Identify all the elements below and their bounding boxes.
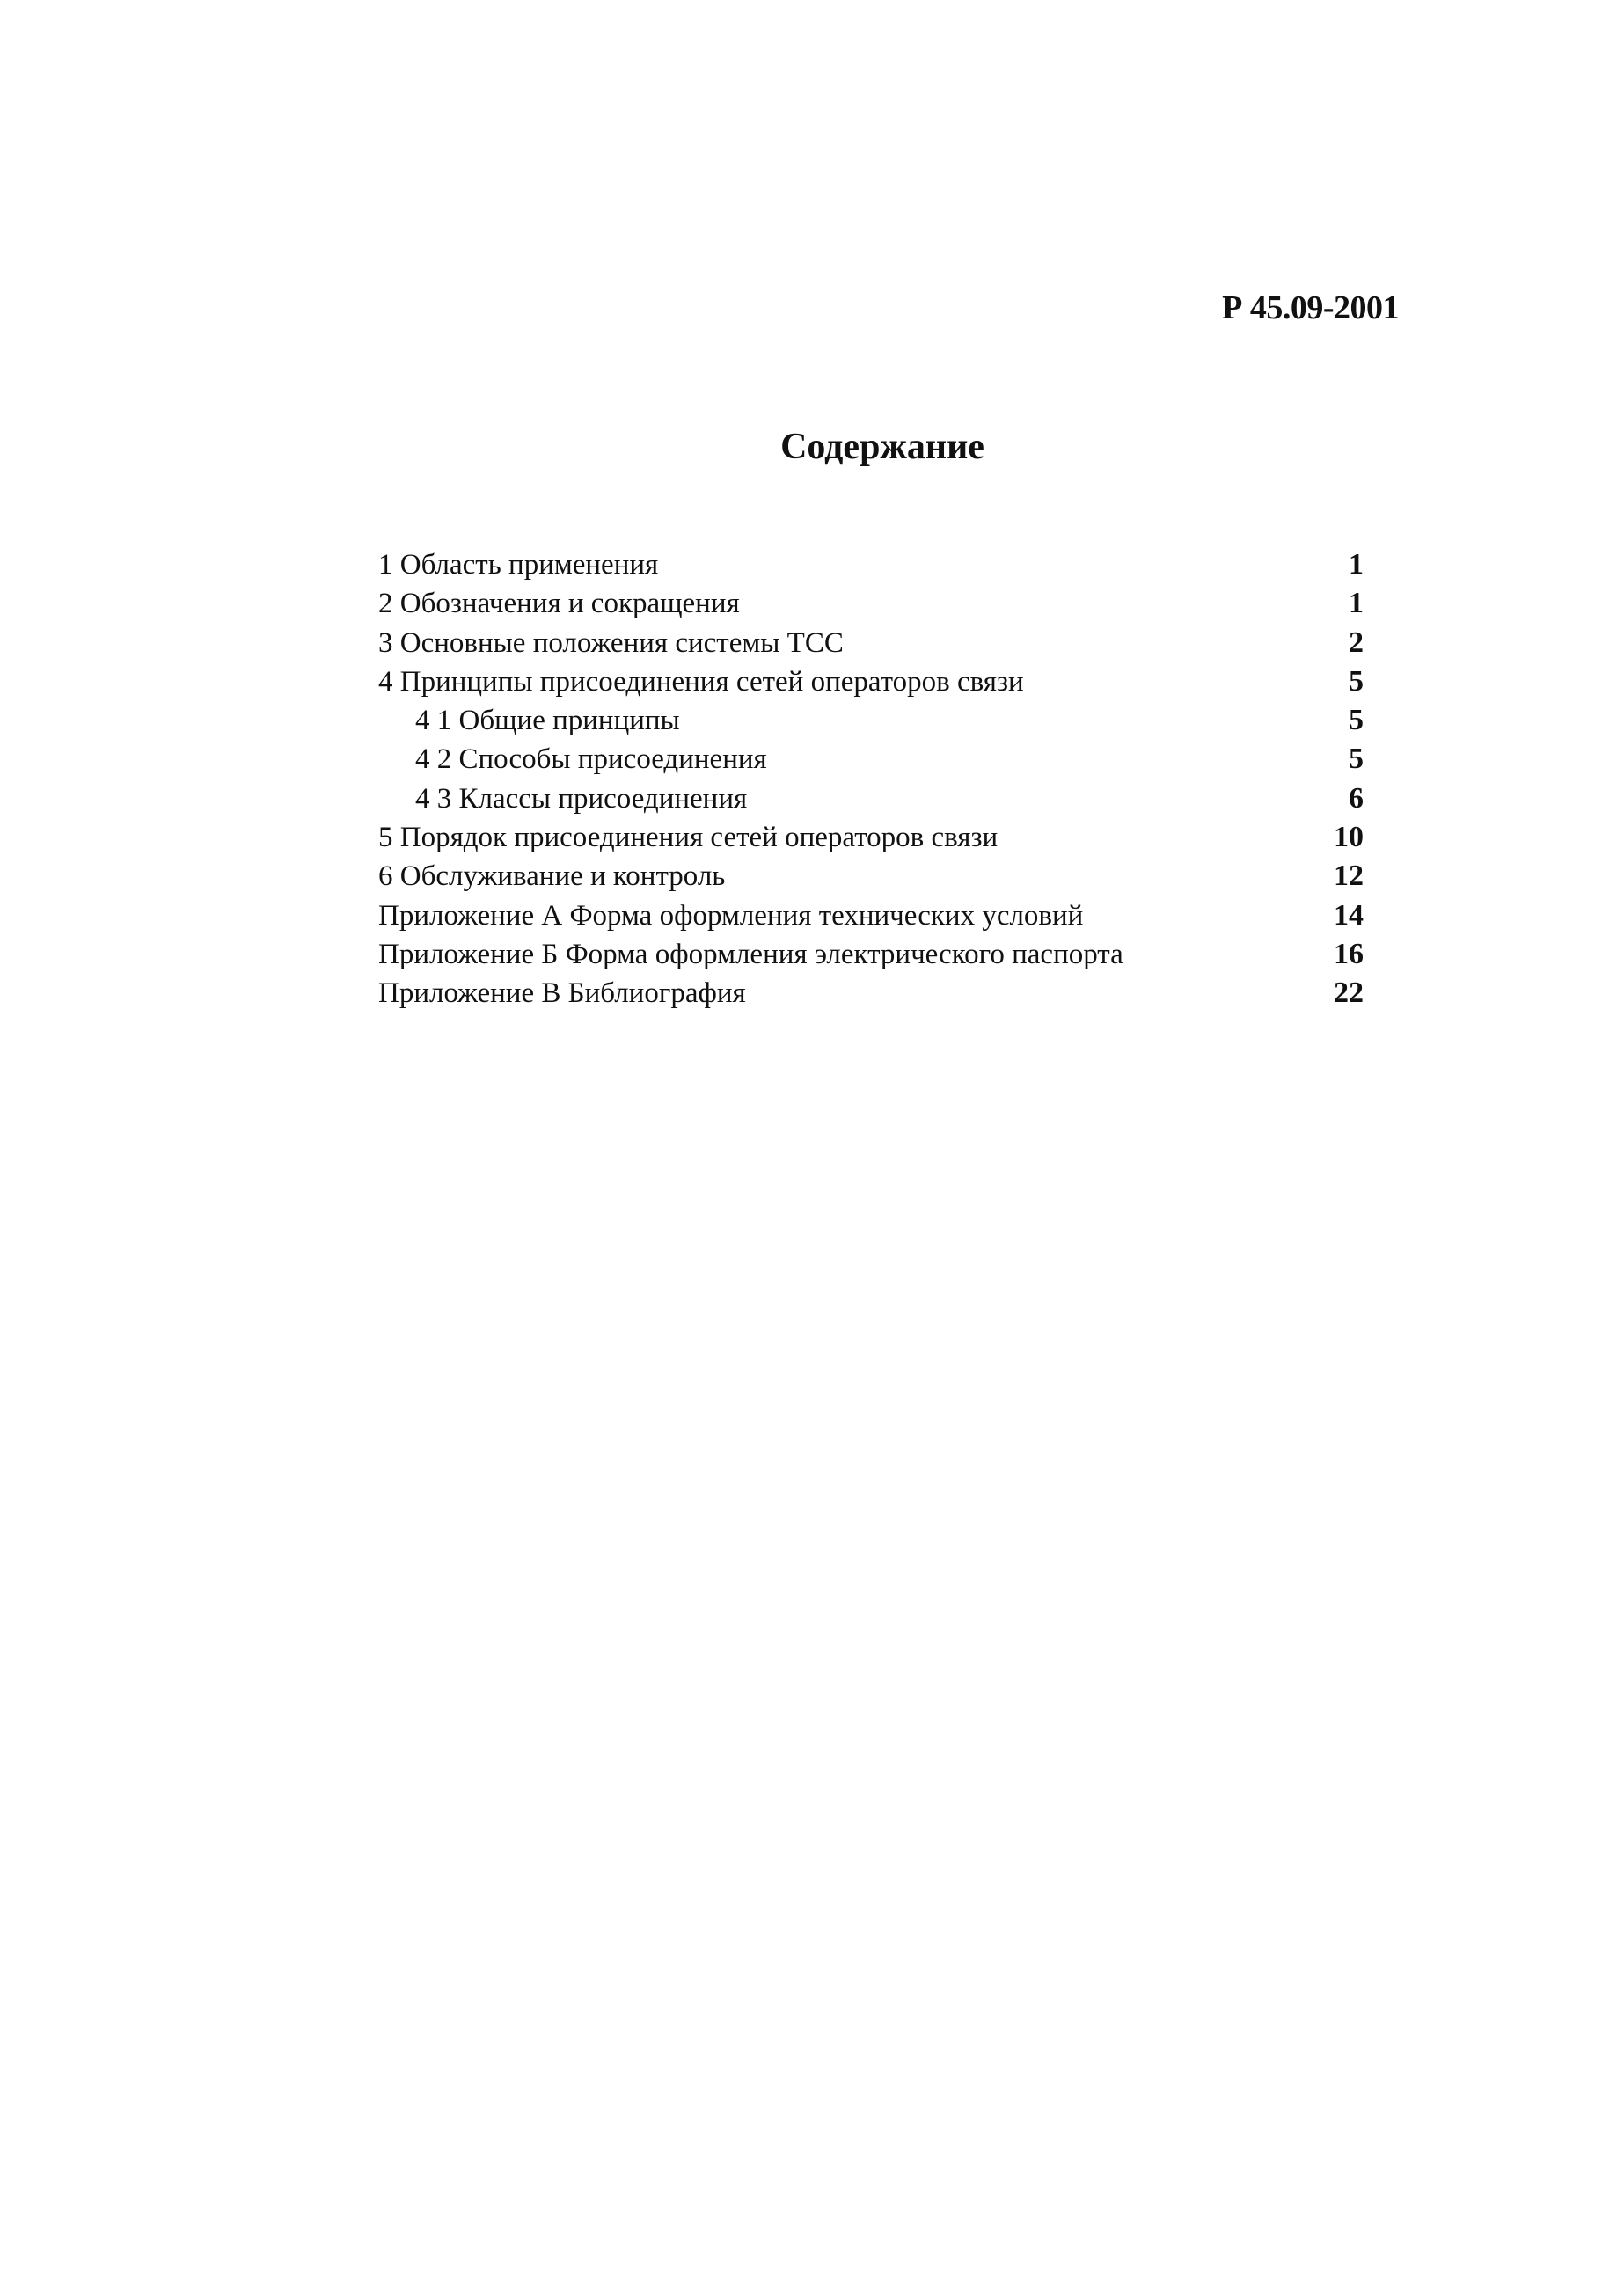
toc-entry-page: 6 [1349, 781, 1364, 815]
toc-title: Содержание [780, 427, 984, 467]
toc-entry-page: 5 [1349, 742, 1364, 776]
toc-entry-page: 10 [1334, 821, 1364, 854]
toc-subentry [378, 701, 1364, 740]
toc-entry-page: 22 [1334, 976, 1364, 1010]
toc-entry-page: 1 [1349, 548, 1364, 581]
toc-entry-label: 3 Основные положения системы ТСС [378, 626, 844, 659]
toc-entry [378, 545, 1364, 584]
table-of-contents [378, 545, 1364, 1013]
toc-entry [378, 662, 1364, 701]
toc-entry-label: 2 Обозначения и сокращения [378, 588, 740, 620]
toc-entry [378, 857, 1364, 896]
toc-entry-label: Приложение В Библиография [378, 977, 746, 1010]
toc-subentry [378, 740, 1364, 779]
toc-entry [378, 935, 1364, 974]
toc-entry-page: 2 [1349, 625, 1364, 659]
toc-entry-label: 4 3 Классы присоединения [415, 782, 748, 815]
toc-entry-page: 16 [1334, 937, 1364, 970]
toc-entry [378, 974, 1364, 1013]
toc-entry-label: 1 Область применения [378, 549, 659, 581]
toc-subentry [378, 779, 1364, 818]
toc-entry-page: 5 [1349, 664, 1364, 698]
toc-entry-label: Приложение Б Форма оформления электрического паспорта [378, 938, 1123, 970]
toc-entry [378, 818, 1364, 857]
toc-entry-label: Приложение А Форма оформления технических условий [378, 899, 1084, 932]
toc-entry-label: 5 Порядок присоединения сетей операторов связи [378, 822, 999, 854]
toc-entry-page: 1 [1349, 587, 1364, 620]
toc-entry-label: 4 Принципы присоединения сетей операторов связи [378, 665, 1024, 698]
toc-entry-page: 12 [1334, 859, 1364, 893]
toc-entry-label: 4 1 Общие принципы [415, 705, 680, 737]
toc-entry [378, 584, 1364, 623]
toc-entry [378, 624, 1364, 662]
toc-entry-label: 6 Обслуживание и контроль [378, 860, 726, 893]
toc-entry-page: 5 [1349, 704, 1364, 737]
toc-entry-page: 14 [1334, 898, 1364, 932]
toc-entry [378, 896, 1364, 935]
document-code: Р 45.09-2001 [1222, 289, 1399, 326]
toc-entry-label: 4 2 Способы присоединения [415, 743, 767, 776]
